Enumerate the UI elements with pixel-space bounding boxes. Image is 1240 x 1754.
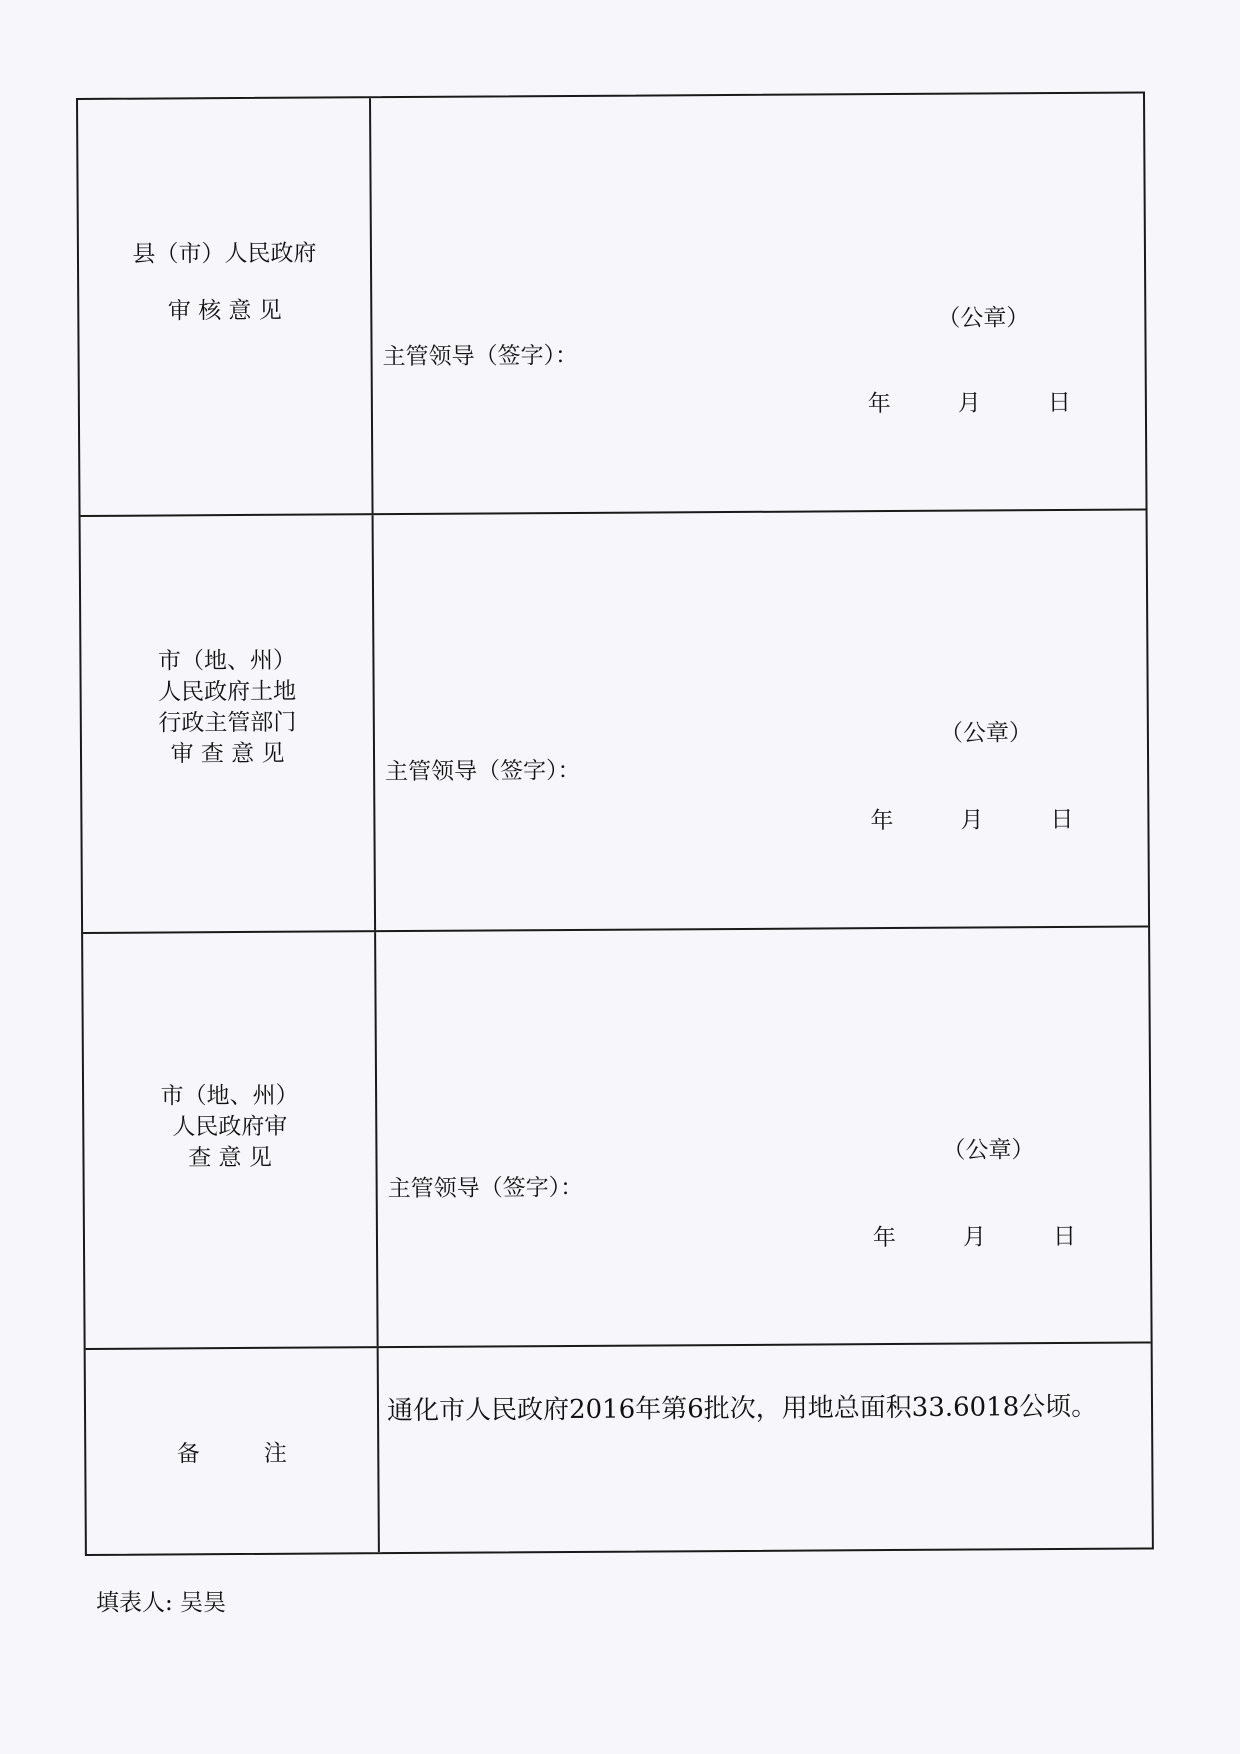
year-label: 年 bbox=[870, 808, 894, 835]
row-label-line: 行政主管部门 bbox=[158, 709, 297, 737]
date-line bbox=[868, 384, 1138, 419]
year-label: 年 bbox=[867, 391, 891, 418]
remarks-text: 通化市人民政府2016年第6批次，用地总面积33.6018公顷。 bbox=[386, 1391, 1098, 1427]
remarks-cell[interactable] bbox=[379, 1343, 1152, 1552]
opinion-cell[interactable] bbox=[376, 927, 1151, 1346]
form-filler: 填表人: 吴昊 bbox=[96, 1590, 227, 1616]
remarks-label-left: 备 bbox=[176, 1441, 200, 1468]
row-label-line: 查 意 见 bbox=[188, 1144, 272, 1172]
county-government-row bbox=[78, 93, 1146, 516]
row-label-line: 市（地、州） bbox=[160, 1082, 299, 1110]
row-label-line: 市（地、州） bbox=[157, 647, 297, 675]
official-seal-label: （公章） bbox=[937, 305, 1030, 332]
approval-form-table bbox=[76, 91, 1154, 1556]
row-label-line: 人民政府土地 bbox=[158, 678, 297, 706]
month-label: 月 bbox=[962, 1224, 987, 1251]
row-label-cell bbox=[78, 98, 374, 515]
day-label: 日 bbox=[1052, 1223, 1077, 1251]
remarks-row bbox=[86, 1343, 1152, 1554]
opinion-cell[interactable] bbox=[374, 510, 1149, 930]
supervisor-signature-label: 主管领导（签字）： bbox=[385, 757, 581, 786]
row-label-line: 人民政府审 bbox=[172, 1113, 288, 1141]
city-land-department-row bbox=[81, 510, 1149, 933]
day-label: 日 bbox=[1050, 806, 1074, 834]
official-seal-label: （公章） bbox=[939, 720, 1032, 747]
supervisor-signature-label: 主管领导（签字）： bbox=[382, 342, 579, 371]
row-label-cell bbox=[83, 932, 379, 1348]
month-label: 月 bbox=[957, 390, 981, 417]
date-line bbox=[873, 1218, 1143, 1253]
row-label-line: 县（市）人民政府 bbox=[132, 240, 317, 268]
day-label: 日 bbox=[1047, 389, 1071, 417]
official-seal-label: （公章） bbox=[942, 1137, 1035, 1164]
opinion-cell[interactable] bbox=[371, 93, 1146, 513]
row-label-line: 审 查 意 见 bbox=[170, 740, 285, 768]
year-label: 年 bbox=[872, 1225, 897, 1252]
remarks-label bbox=[86, 1438, 377, 1471]
remarks-label-right: 注 bbox=[263, 1440, 287, 1467]
remarks-label-cell bbox=[86, 1348, 380, 1554]
date-line bbox=[870, 801, 1140, 836]
month-label: 月 bbox=[960, 807, 984, 834]
row-label-cell bbox=[81, 515, 377, 932]
row-label-line: 审 核 意 见 bbox=[167, 297, 282, 325]
city-government-row bbox=[83, 927, 1151, 1349]
supervisor-signature-label: 主管领导（签字）： bbox=[387, 1174, 584, 1203]
